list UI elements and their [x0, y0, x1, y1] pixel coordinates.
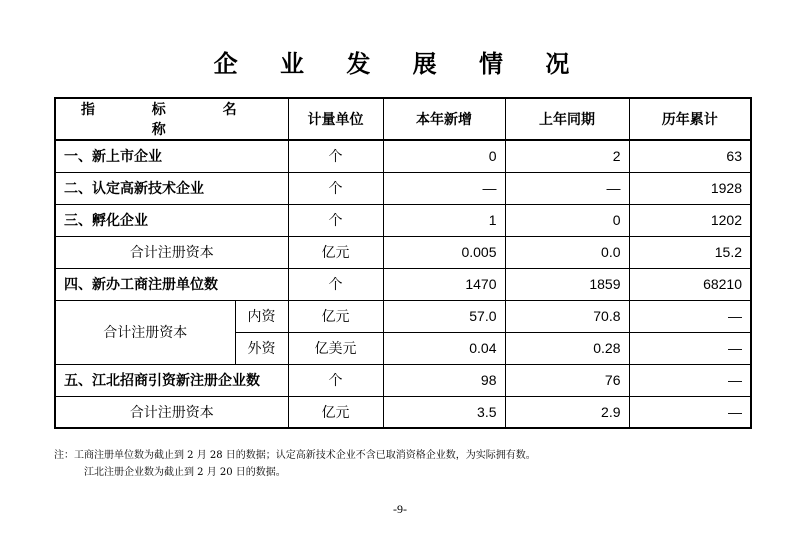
row-name: 合计注册资本 [55, 236, 288, 268]
row-total: — [629, 300, 751, 332]
row-new: 1470 [383, 268, 505, 300]
row-new: 3.5 [383, 396, 505, 428]
row-name: 一、新上市企业 [55, 140, 288, 172]
row-prev: 76 [505, 364, 629, 396]
row-total: — [629, 396, 751, 428]
row-total: 68210 [629, 268, 751, 300]
page-title: 企 业 发 展 情 况 [213, 49, 587, 78]
row-unit: 个 [288, 140, 383, 172]
row-total: 1928 [629, 172, 751, 204]
header-total: 历年累计 [629, 98, 751, 140]
row-unit: 亿元 [288, 396, 383, 428]
row-new: 98 [383, 364, 505, 396]
row-unit: 亿美元 [288, 332, 383, 364]
footnote-line-2: 江北注册企业数为截止到 2 月 20 日的数据。 [84, 467, 286, 478]
header-name: 指 标 名 称 [55, 98, 288, 140]
table-row [55, 172, 751, 204]
row-prev: 0.0 [505, 236, 629, 268]
table-row [55, 204, 751, 236]
row-sub: 内资 [235, 300, 288, 332]
row-new: 0 [383, 140, 505, 172]
row-new: 0.005 [383, 236, 505, 268]
row-name: 二、认定高新技术企业 [55, 172, 288, 204]
row-unit: 亿元 [288, 236, 383, 268]
row-new: 57.0 [383, 300, 505, 332]
row-unit: 个 [288, 172, 383, 204]
table-row [55, 268, 751, 300]
row-name: 五、江北招商引资新注册企业数 [55, 364, 288, 396]
row-name: 四、新办工商注册单位数 [55, 268, 288, 300]
row-total: — [629, 332, 751, 364]
row-name: 三、孵化企业 [55, 204, 288, 236]
table-header-row [55, 98, 751, 140]
row-total: 1202 [629, 204, 751, 236]
row-prev: 1859 [505, 268, 629, 300]
footnote-line-1: 注：工商注册单位数为截止到 2 月 28 日的数据；认定高新技术企业不含已取消资格企业数，为实际拥有数。 [54, 450, 536, 461]
row-prev: 70.8 [505, 300, 629, 332]
row-prev: 0 [505, 204, 629, 236]
table-row [55, 364, 751, 396]
footnote [54, 447, 536, 481]
page-number: -9- [393, 502, 407, 516]
row-prev: — [505, 172, 629, 204]
row-prev: 0.28 [505, 332, 629, 364]
row-new: 0.04 [383, 332, 505, 364]
header-new: 本年新增 [383, 98, 505, 140]
row-new: — [383, 172, 505, 204]
row-name: 合计注册资本 [55, 396, 288, 428]
row-prev: 2.9 [505, 396, 629, 428]
header-unit: 计量单位 [288, 98, 383, 140]
row-unit: 个 [288, 364, 383, 396]
enterprise-table [54, 97, 752, 429]
table-row [55, 300, 751, 332]
row-total: 15.2 [629, 236, 751, 268]
row-new: 1 [383, 204, 505, 236]
row-name: 合计注册资本 [55, 300, 235, 364]
row-total: — [629, 364, 751, 396]
header-prev: 上年同期 [505, 98, 629, 140]
row-unit: 亿元 [288, 300, 383, 332]
row-unit: 个 [288, 268, 383, 300]
row-prev: 2 [505, 140, 629, 172]
row-total: 63 [629, 140, 751, 172]
table-row [55, 396, 751, 428]
row-sub: 外资 [235, 332, 288, 364]
table-row [55, 140, 751, 172]
table-row [55, 236, 751, 268]
row-unit: 个 [288, 204, 383, 236]
